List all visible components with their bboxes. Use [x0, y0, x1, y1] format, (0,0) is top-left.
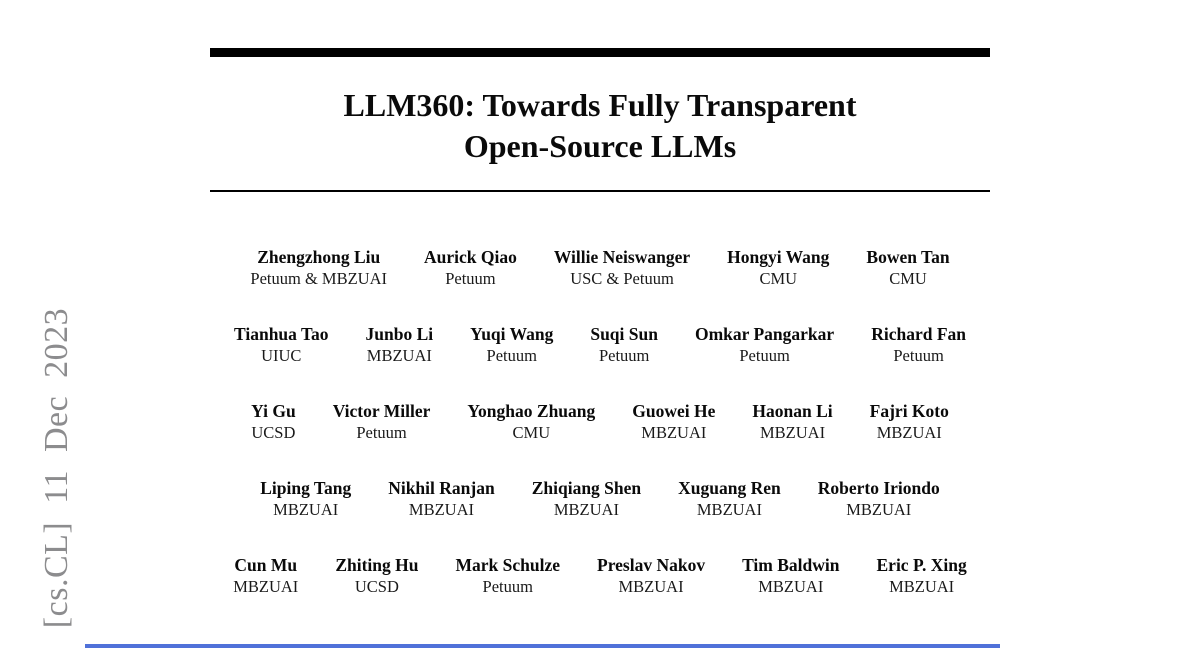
author-block: [597, 554, 705, 598]
author-block: [727, 246, 829, 290]
author-block: [678, 477, 781, 521]
author-block: [260, 477, 351, 521]
author-name: Zhengzhong Liu: [257, 247, 381, 267]
author-block: [251, 400, 296, 444]
author-block: [590, 323, 658, 367]
author-affiliation: MBZUAI: [618, 577, 684, 596]
author-name: Suqi Sun: [590, 324, 658, 344]
author-row: [190, 554, 1010, 598]
author-affiliation: MBZUAI: [408, 500, 474, 519]
author-affiliation: Petuum: [356, 423, 407, 442]
author-affiliation: MBZUAI: [641, 423, 707, 442]
author-affiliation: MBZUAI: [846, 500, 912, 519]
author-name: Omkar Pangarkar: [694, 324, 835, 344]
title-divider-rule: [210, 190, 990, 192]
author-block: [870, 400, 949, 444]
author-block: [333, 400, 431, 444]
author-name: Mark Schulze: [455, 555, 560, 575]
paper-title-line2: Open-Source LLMs: [463, 128, 737, 164]
author-name: Xuguang Ren: [678, 478, 781, 498]
author-name: Fajri Koto: [869, 401, 949, 421]
author-name: Richard Fan: [871, 324, 966, 344]
author-block: [871, 323, 966, 367]
author-block: [866, 246, 949, 290]
author-affiliation: Petuum: [598, 346, 650, 365]
author-name: Yonghao Zhuang: [467, 401, 596, 421]
author-name: Hongyi Wang: [727, 247, 830, 267]
author-block: [455, 554, 560, 598]
author-block: [818, 477, 940, 521]
author-block: [470, 323, 553, 367]
author-block: [554, 246, 690, 290]
author-affiliation: MBZUAI: [273, 500, 339, 519]
paper-title: [210, 85, 990, 167]
bottom-blue-bar: [85, 644, 1000, 648]
author-affiliation: UIUC: [261, 346, 302, 365]
author-affiliation: MBZUAI: [889, 577, 955, 596]
author-affiliation: MBZUAI: [759, 423, 826, 442]
author-name: Preslav Nakov: [597, 555, 706, 575]
author-block: [632, 400, 715, 444]
author-name: Nikhil Ranjan: [388, 478, 495, 498]
author-block: [532, 477, 641, 521]
author-affiliation: MBZUAI: [758, 577, 824, 596]
author-block: [388, 477, 495, 521]
author-name: Willie Neiswanger: [553, 247, 691, 267]
author-affiliation: MBZUAI: [366, 346, 432, 365]
author-affiliation: CMU: [759, 269, 798, 288]
paper-title-line1: LLM360: Towards Fully Transparent: [343, 87, 857, 123]
author-block: [233, 554, 298, 598]
author-name: Eric P. Xing: [876, 555, 967, 575]
author-block: [695, 323, 834, 367]
author-row: [190, 400, 1010, 444]
author-block: [234, 323, 329, 367]
author-block: [335, 554, 418, 598]
author-row: [190, 323, 1010, 367]
author-name: Haonan Li: [752, 401, 833, 421]
author-name: Zhiqiang Shen: [531, 478, 642, 498]
author-affiliation: Petuum & MBZUAI: [250, 269, 387, 288]
author-name: Liping Tang: [260, 478, 352, 498]
author-block: [467, 400, 595, 444]
author-affiliation: Petuum: [893, 346, 944, 365]
author-name: Guowei He: [632, 401, 716, 421]
author-row: [190, 477, 1010, 521]
author-name: Roberto Iriondo: [817, 478, 940, 498]
author-name: Yuqi Wang: [470, 324, 554, 344]
arxiv-sidebar-stamp: [cs.CL] 11 Dec 2023: [38, 307, 75, 629]
author-rows: [190, 246, 1010, 631]
author-name: Yi Gu: [251, 401, 296, 421]
author-affiliation: CMU: [889, 269, 927, 288]
author-affiliation: MBZUAI: [876, 423, 942, 442]
author-affiliation: CMU: [512, 423, 551, 442]
author-name: Junbo Li: [365, 324, 434, 344]
author-affiliation: MBZUAI: [233, 577, 299, 596]
author-affiliation: MBZUAI: [696, 500, 762, 519]
author-affiliation: Petuum: [482, 577, 533, 596]
author-name: Tim Baldwin: [742, 555, 840, 575]
author-affiliation: MBZUAI: [553, 500, 619, 519]
author-block: [742, 554, 839, 598]
author-affiliation: USC & Petuum: [570, 269, 674, 288]
author-block: [366, 323, 434, 367]
author-name: Cun Mu: [234, 555, 298, 575]
author-affiliation: Petuum: [739, 346, 790, 365]
author-block: [877, 554, 967, 598]
author-name: Tianhua Tao: [234, 324, 329, 344]
author-name: Bowen Tan: [866, 247, 950, 267]
author-affiliation: Petuum: [486, 346, 537, 365]
top-rule: [210, 48, 990, 57]
author-name: Aurick Qiao: [424, 247, 517, 267]
author-affiliation: Petuum: [445, 269, 496, 288]
author-name: Victor Miller: [332, 401, 431, 421]
author-block: [752, 400, 832, 444]
author-affiliation: UCSD: [251, 423, 296, 442]
author-affiliation: UCSD: [354, 577, 399, 596]
author-block: [424, 246, 517, 290]
author-row: [190, 246, 1010, 290]
author-name: Zhiting Hu: [335, 555, 419, 575]
author-block: [250, 246, 387, 290]
